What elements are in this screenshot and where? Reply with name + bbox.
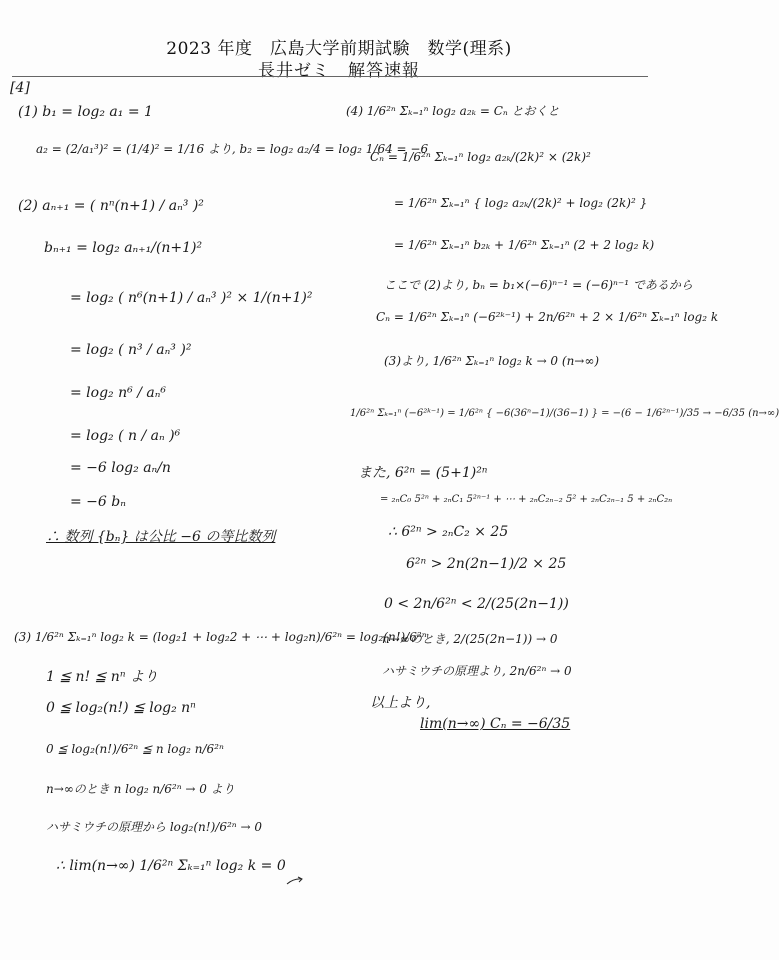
- part3-line2: 1 ≦ n! ≦ nⁿ より: [46, 669, 158, 685]
- part2-line2: bₙ₊₁ = log₂ aₙ₊₁/(n+1)²: [44, 240, 203, 256]
- part2-step2: = log₂ ( n³ / aₙ³ )²: [70, 342, 192, 358]
- part3-line5: n→∞のとき n log₂ n/6²ⁿ → 0 より: [46, 782, 235, 796]
- part1-line1: (1) b₁ = log₂ a₁ = 1: [18, 104, 153, 120]
- part2-step1: = log₂ ( n⁶(n+1) / aₙ³ )² × 1/(n+1)²: [70, 290, 313, 306]
- part2-conclusion: ∴ 数列 {bₙ} は公比 −6 の等比数列: [46, 529, 276, 545]
- part4-line3: = 1/6²ⁿ Σₖ₌₁ⁿ { log₂ a₂ₖ/(2k)² + log₂ (2k)² }: [394, 196, 648, 210]
- page-title: 2023 年度 広島大学前期試験 数学(理系): [166, 39, 512, 59]
- arrow-mark-icon: [286, 876, 304, 886]
- part4-line14: n→∞のとき, 2/(25(2n−1)) → 0: [382, 632, 558, 646]
- part2-step5: = −6 log₂ aₙ/n: [70, 460, 171, 476]
- part4-answer: lim(n→∞) Cₙ = −6/35: [420, 716, 571, 732]
- part2-step4: = log₂ ( n / aₙ )⁶: [70, 428, 181, 444]
- part4-line15: ハサミウチの原理より, 2n/6²ⁿ → 0: [382, 664, 572, 678]
- part3-line6: ハサミウチの原理から log₂(n!)/6²ⁿ → 0: [46, 820, 262, 834]
- part4-line2: Cₙ = 1/6²ⁿ Σₖ₌₁ⁿ log₂ a₂ₖ/(2k)² × (2k)²: [370, 150, 591, 164]
- part3-line3: 0 ≦ log₂(n!) ≦ log₂ nⁿ: [46, 700, 196, 716]
- part4-line7: (3)より, 1/6²ⁿ Σₖ₌₁ⁿ log₂ k → 0 (n→∞): [384, 354, 600, 368]
- part3-line4: 0 ≦ log₂(n!)/6²ⁿ ≦ n log₂ n/6²ⁿ: [46, 742, 224, 756]
- part1-line2: a₂ = (2/a₁³)² = (1/4)² = 1/16 より, b₂ = log₂ a₂/4 = log₂ 1/64 = −6: [36, 142, 429, 156]
- page-subtitle: 長井ゼミ 解答速報: [258, 61, 420, 81]
- part3-line7: ∴ lim(n→∞) 1/6²ⁿ Σₖ₌₁ⁿ log₂ k = 0: [56, 858, 286, 874]
- part4-line11: ∴ 6²ⁿ > ₂ₙC₂ × 25: [388, 524, 509, 540]
- part4-line4: = 1/6²ⁿ Σₖ₌₁ⁿ b₂ₖ + 1/6²ⁿ Σₖ₌₁ⁿ (2 + 2 log₂ k): [394, 238, 655, 252]
- part4-line8: 1/6²ⁿ Σₖ₌₁ⁿ (−6²ᵏ⁻¹) = 1/6²ⁿ { −6(36ⁿ−1)/(36−1) } = −(6 − 1/6²ⁿ⁻¹)/35 → −6/35 (n→∞): [350, 408, 779, 419]
- part3-line1: (3) 1/6²ⁿ Σₖ₌₁ⁿ log₂ k = (log₂1 + log₂2 + ⋯ + log₂n)/6²ⁿ = log₂(n!)/6²ⁿ: [14, 630, 427, 644]
- part4-line5: ここで (2)より, bₙ = b₁×(−6)ⁿ⁻¹ = (−6)ⁿ⁻¹ であるから: [384, 278, 693, 292]
- part4-line9: また, 6²ⁿ = (5+1)²ⁿ: [358, 465, 488, 481]
- part4-line6: Cₙ = 1/6²ⁿ Σₖ₌₁ⁿ (−6²ᵏ⁻¹) + 2n/6²ⁿ + 2 × 1/6²ⁿ Σₖ₌₁ⁿ log₂ k: [376, 310, 719, 324]
- header-divider: [12, 76, 648, 77]
- part2-line1: (2) aₙ₊₁ = ( nⁿ(n+1) / aₙ³ )²: [18, 198, 204, 214]
- part4-line13: 0 < 2n/6²ⁿ < 2/(25(2n−1)): [384, 596, 569, 612]
- part4-line1: (4) 1/6²ⁿ Σₖ₌₁ⁿ log₂ a₂ₖ = Cₙ とおくと: [346, 104, 560, 118]
- problem-label: [4]: [10, 80, 30, 96]
- part4-line16: 以上より,: [370, 695, 431, 711]
- part2-step6: = −6 bₙ: [70, 494, 126, 510]
- part4-line12: 6²ⁿ > 2n(2n−1)/2 × 25: [406, 556, 567, 572]
- part2-step3: = log₂ n⁶ / aₙ⁶: [70, 385, 166, 401]
- part4-line10: = ₂ₙC₀ 5²ⁿ + ₂ₙC₁ 5²ⁿ⁻¹ + ⋯ + ₂ₙC₂ₙ₋₂ 5² + ₂ₙC₂ₙ₋₁ 5 + ₂ₙC₂ₙ: [380, 494, 673, 505]
